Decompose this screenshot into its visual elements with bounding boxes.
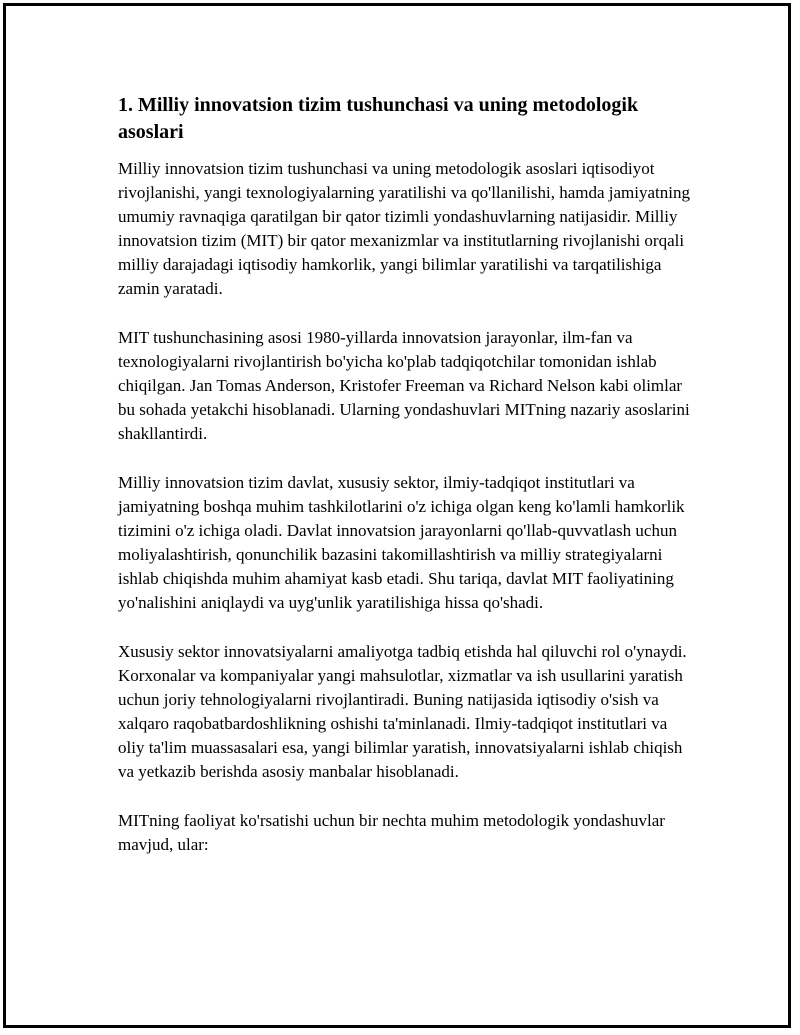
paragraph: Milliy innovatsion tizim davlat, xususiy sektor, ilmiy-tadqiqot institutlari va jamiyatning boshqa muhim tashkilotlarini o'z ichiga olgan keng ko'lamli hamkorlik tizimini o'z ichiga oladi. Davlat innovatsion jarayonlarni qo'llab-quvvatlash uchun moliyalashtirish, qonunchilik bazasini takomillashtirish va milliy strategiyalarni ishlab chiqishda muhim ahamiyat kasb etadi. Shu tariqa, davlat MIT faoliyatining yo'nalishini aniqlaydi va uyg'unlik yaratilishiga hissa qo'shadi. bbox=[118, 473, 685, 612]
paragraph: MIT tushunchasining asosi 1980-yillarda innovatsion jarayonlar, ilm-fan va texnologiyalarni rivojlantirish bo'yicha ko'plab tadqiqotchilar tomonidan ishlab chiqilgan. Jan Tomas Anderson, Kristofer Freeman va Richard Nelson kabi olimlar bu sohada yetakchi hisoblanadi. Ularning yondashuvlari MITning nazariy asoslarini shakllantirdi. bbox=[118, 328, 690, 443]
paragraph: Milliy innovatsion tizim tushunchasi va uning metodologik asoslari iqtisodiyot rivojlanishi, yangi texnologiyalarning yaratilishi va qo'llanilishi, hamda jamiyatning umumiy ravnaqiga qaratilgan bir qator tizimli yondashuvlarning natijasidir. Milliy innovatsion tizim (MIT) bir qator mexanizmlar va institutlarning rivojlanishi orqali milliy darajadagi iqtisodiy hamkorlik, yangi bilimlar yaratilishi va tarqatilishiga zamin yaratadi. bbox=[118, 159, 690, 298]
paragraph: MITning faoliyat ko'rsatishi uchun bir nechta muhim metodologik yondashuvlar mavjud, ular: bbox=[118, 811, 665, 854]
section-heading: 1. Milliy innovatsion tizim tushunchasi va uning metodologik asoslari bbox=[118, 94, 639, 143]
document-body bbox=[118, 92, 698, 882]
paragraph: Xususiy sektor innovatsiyalarni amaliyotga tadbiq etishda hal qiluvchi rol o'ynaydi. Korxonalar va kompaniyalar yangi mahsulotlar, xizmatlar va ish usullarini yaratish uchun joriy tehnologiyalarni rivojlantiradi. Buning natijasida iqtisodiy o'sish va xalqaro raqobatbardoshlikning oshishi ta'minlanadi. Ilmiy-tadqiqot institutlari va oliy ta'lim muassasalari esa, yangi bilimlar yaratish, innovatsiyalarni ishlab chiqish va yetkazib berishda asosiy manbalar hisoblanadi. bbox=[118, 642, 687, 781]
